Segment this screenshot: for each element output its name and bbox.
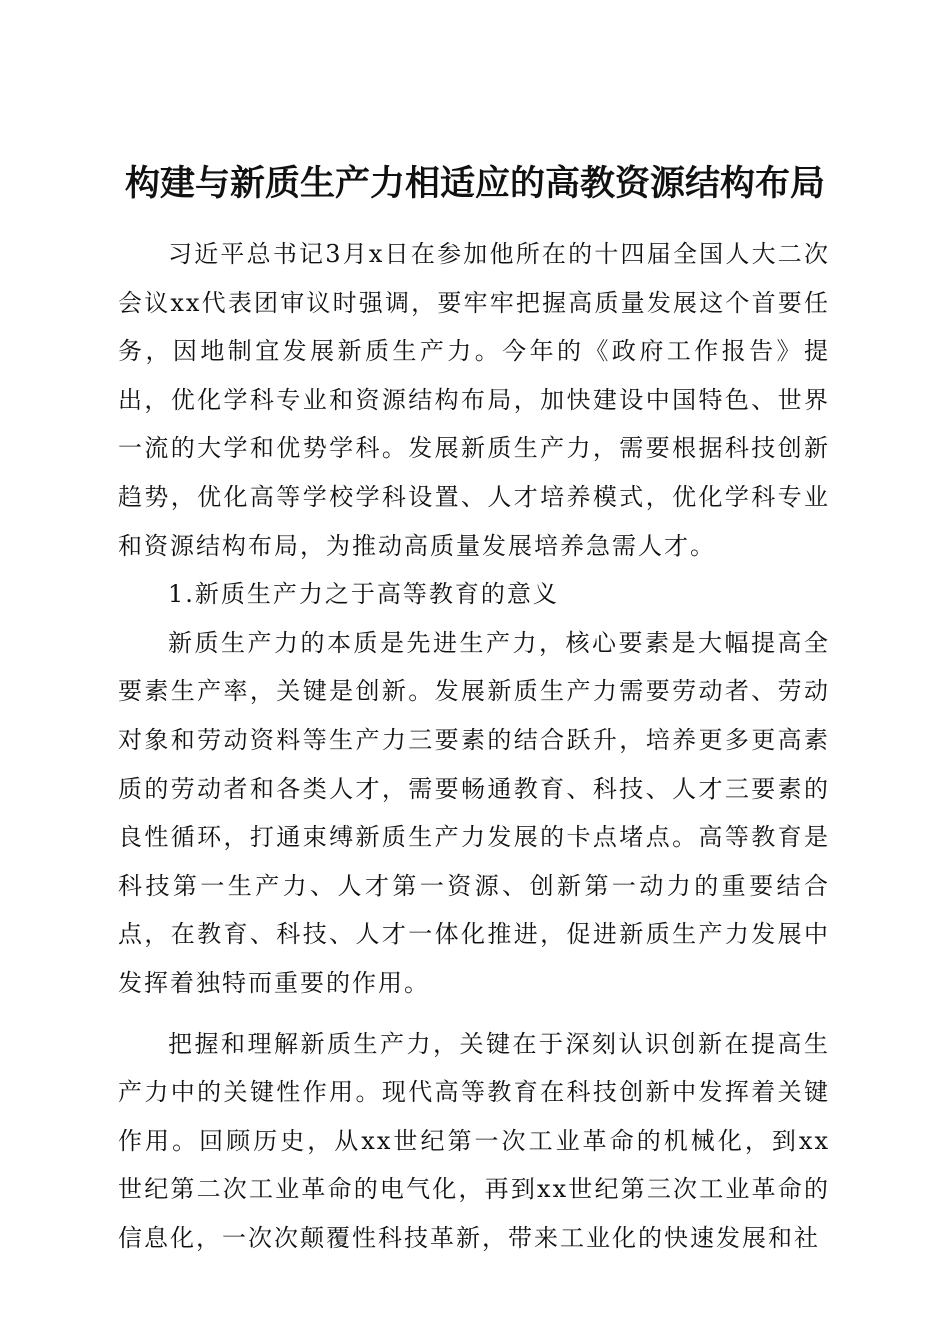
document-title: 构建与新质生产力相适应的高教资源结构布局	[124, 163, 825, 205]
section-heading-1: 1.新质生产力之于高等教育的意义	[168, 580, 559, 609]
document-body	[118, 230, 830, 1262]
paragraph-section-1-a: 新质生产力的本质是先进生产力，核心要素是大幅提高全要素生产率，关键是创新。发展新质生产力需要劳动者、劳动对象和劳动资料等生产力三要素的结合跃升，培养更多更高素质的劳动者和各类人才，需要畅通教育、科技、人才三要素的良性循环，打通束缚新质生产力发展的卡点堵点。高等教育是科技第一生产力、人才第一资源、创新第一动力的重要结合点，在教育、科技、人才一体化推进，促进新质生产力发展中发挥着独特而重要的作用。	[118, 628, 830, 997]
paragraph-section-1-b: 把握和理解新质生产力，关键在于深刻认识创新在提高生产力中的关键性作用。现代高等教育在科技创新中发挥着关键作用。回顾历史，从xx世纪第一次工业革命的机械化，到xx世纪第二次工业革命的电气化，再到xx世纪第三次工业革命的信息化，一次次颠覆性科技革新，带来工业化的快速发展和社	[118, 1029, 830, 1252]
paragraph-intro: 习近平总书记3月x日在参加他所在的十四届全国人大二次会议xx代表团审议时强调，要牢牢把握高质量发展这个首要任务，因地制宜发展新质生产力。今年的《政府工作报告》提出，优化学科专业和资源结构布局，加快建设中国特色、世界一流的大学和优势学科。发展新质生产力，需要根据科技创新趋势，优化高等学校学科设置、人才培养模式，优化学科专业和资源结构布局，为推动高质量发展培养急需人才。	[118, 240, 830, 560]
